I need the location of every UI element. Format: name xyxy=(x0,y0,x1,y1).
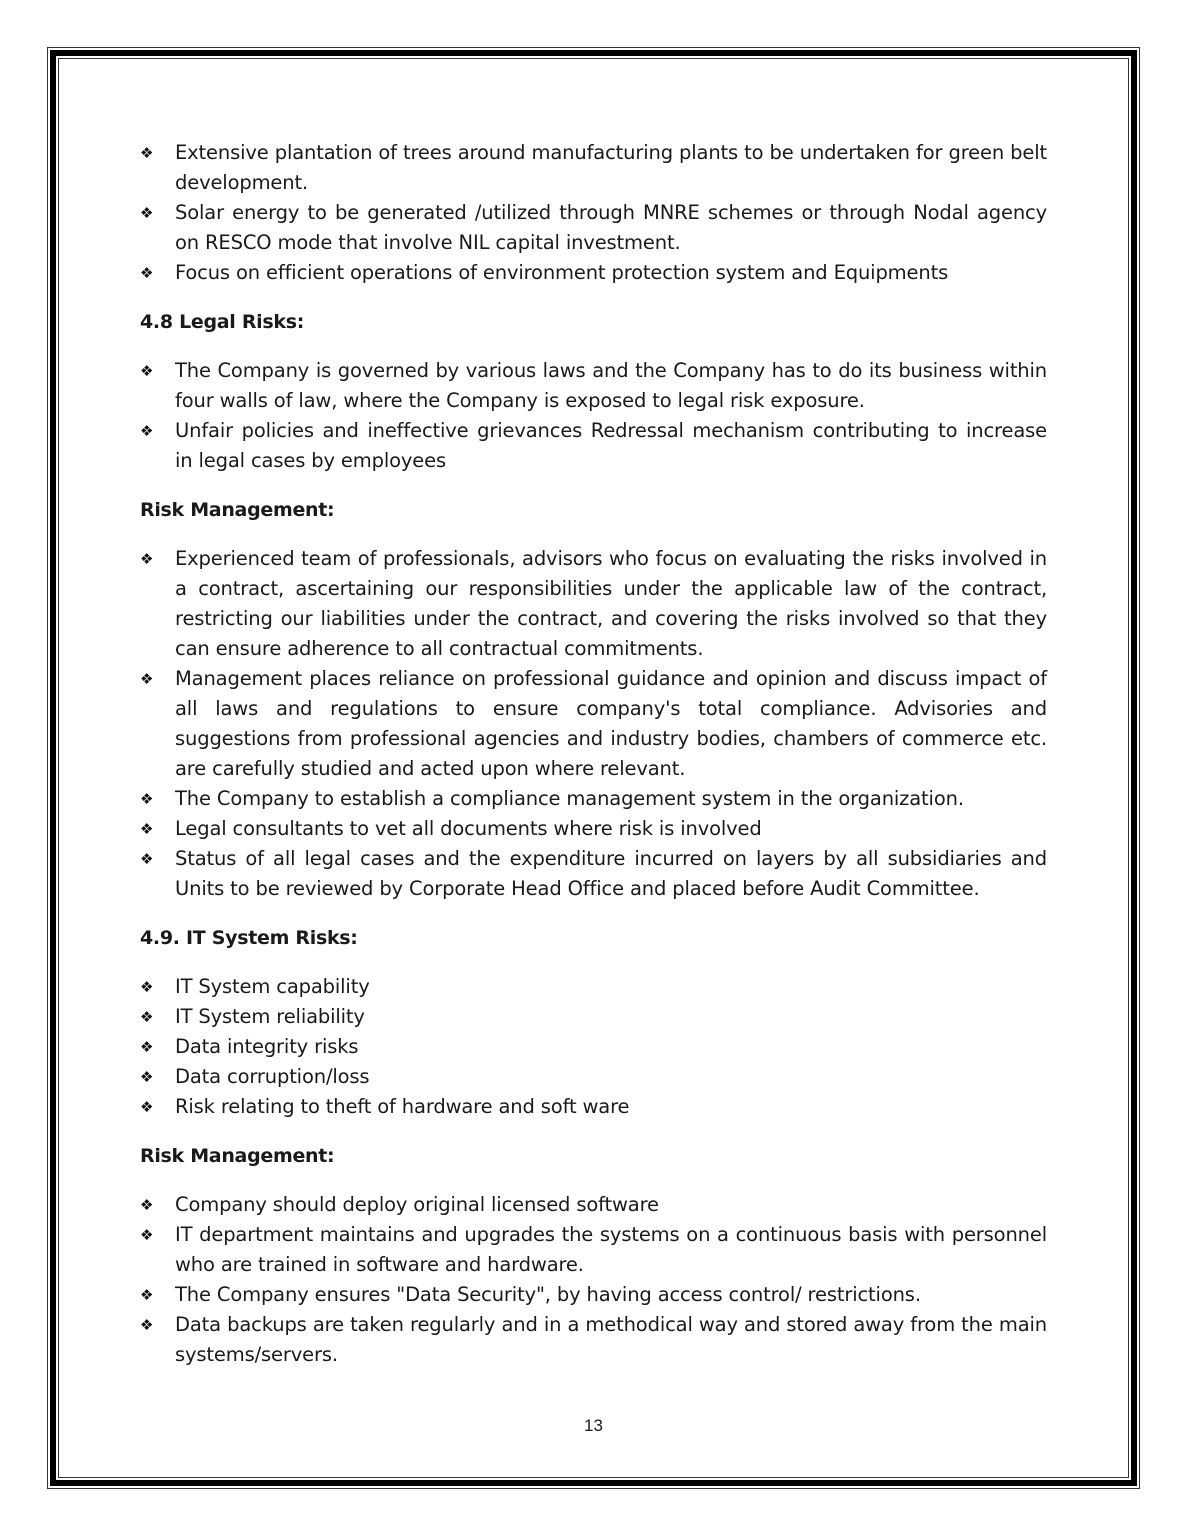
diamond-bullet-icon: ❖ xyxy=(140,1316,154,1334)
list-item xyxy=(140,416,1047,476)
list-item xyxy=(140,138,1047,198)
it-risks-section xyxy=(140,972,1047,1122)
it-rm-heading-wrap xyxy=(140,1141,1047,1171)
list-item-text: The Company ensures "Data Security", by having access control/ restrictions. xyxy=(175,1283,921,1306)
diamond-bullet-icon: ❖ xyxy=(140,362,154,380)
list-item-text: Extensive plantation of trees around manufacturing plants to be undertaken for green belt development. xyxy=(175,141,1047,194)
diamond-bullet-icon: ❖ xyxy=(140,1098,154,1116)
diamond-bullet-icon: ❖ xyxy=(140,820,154,838)
list-item xyxy=(140,1190,1047,1220)
diamond-bullet-icon: ❖ xyxy=(140,670,154,688)
list-item-text: Data backups are taken regularly and in a methodical way and stored away from the main systems/servers. xyxy=(175,1313,1047,1366)
list-item xyxy=(140,1032,1047,1062)
diamond-bullet-icon: ❖ xyxy=(140,550,154,568)
legal-risks-section xyxy=(140,356,1047,476)
diamond-bullet-icon: ❖ xyxy=(140,422,154,440)
list-item-text: Solar energy to be generated /utilized through MNRE schemes or through Nodal agency on RESCO mode that involve NIL capital investment. xyxy=(175,201,1047,254)
intro-bullet-list xyxy=(140,138,1047,288)
list-item xyxy=(140,844,1047,904)
list-item xyxy=(140,784,1047,814)
it-risks-heading-wrap xyxy=(140,923,1047,953)
diamond-bullet-icon: ❖ xyxy=(140,1038,154,1056)
list-item-text: Management places reliance on professional guidance and opinion and discuss impact of all laws and regulations to ensure company's total compliance. Advisories and suggestions from professional agencies and industry bodies, chambers of commerce etc. are carefully studied and acted upon where relevant. xyxy=(175,667,1047,780)
legal-rm-heading-wrap xyxy=(140,495,1047,525)
legal-risks-heading-wrap xyxy=(140,307,1047,337)
it-risk-management-section xyxy=(140,1190,1047,1370)
diamond-bullet-icon: ❖ xyxy=(140,1068,154,1086)
list-item-text: Experienced team of professionals, advisors who focus on evaluating the risks involved in a contract, ascertaining our responsibilities under the applicable law of the contract, restricting our liabilities under the contract, and covering the risks involved so that they can ensure adherence to all contractual commitments. xyxy=(175,547,1047,660)
list-item-text: Data corruption/loss xyxy=(175,1065,370,1088)
list-item xyxy=(140,356,1047,416)
list-item xyxy=(140,1220,1047,1280)
diamond-bullet-icon: ❖ xyxy=(140,978,154,996)
list-item xyxy=(140,1280,1047,1310)
list-item-text: The Company to establish a compliance management system in the organization. xyxy=(175,787,964,810)
diamond-bullet-icon: ❖ xyxy=(140,1286,154,1304)
legal-risk-management-list xyxy=(140,544,1047,904)
legal-risk-management-heading: Risk Management: xyxy=(140,499,335,521)
diamond-bullet-icon: ❖ xyxy=(140,144,154,162)
list-item-text: Company should deploy original licensed software xyxy=(175,1193,659,1216)
list-item xyxy=(140,258,1047,288)
list-item xyxy=(140,544,1047,664)
page-number: 13 xyxy=(584,1416,603,1435)
list-item-text: IT department maintains and upgrades the systems on a continuous basis with personnel who are trained in software and hardware. xyxy=(175,1223,1047,1276)
list-item xyxy=(140,814,1047,844)
diamond-bullet-icon: ❖ xyxy=(140,790,154,808)
diamond-bullet-icon: ❖ xyxy=(140,204,154,222)
it-risk-management-list xyxy=(140,1190,1047,1370)
it-risk-management-heading: Risk Management: xyxy=(140,1145,335,1167)
list-item xyxy=(140,1092,1047,1122)
list-item-text: Status of all legal cases and the expenditure incurred on layers by all subsidiaries and Units to be reviewed by Corporate Head Office and placed before Audit Committee. xyxy=(175,847,1047,900)
list-item-text: Unfair policies and ineffective grievances Redressal mechanism contributing to increase in legal cases by employees xyxy=(175,419,1047,472)
legal-risk-management-section xyxy=(140,544,1047,904)
list-item xyxy=(140,664,1047,784)
page-content xyxy=(140,138,1047,1370)
list-item-text: IT System capability xyxy=(175,975,370,998)
list-item xyxy=(140,1062,1047,1092)
it-risks-list xyxy=(140,972,1047,1122)
diamond-bullet-icon: ❖ xyxy=(140,850,154,868)
list-item-text: Risk relating to theft of hardware and soft ware xyxy=(175,1095,630,1118)
diamond-bullet-icon: ❖ xyxy=(140,1008,154,1026)
list-item-text: The Company is governed by various laws and the Company has to do its business within four walls of law, where the Company is exposed to legal risk exposure. xyxy=(175,359,1047,412)
legal-risks-heading: 4.8 Legal Risks: xyxy=(140,311,305,333)
diamond-bullet-icon: ❖ xyxy=(140,264,154,282)
list-item-text: Legal consultants to vet all documents where risk is involved xyxy=(175,817,762,840)
list-item-text: Focus on efficient operations of environment protection system and Equipments xyxy=(175,261,949,284)
list-item xyxy=(140,972,1047,1002)
legal-risks-list xyxy=(140,356,1047,476)
diamond-bullet-icon: ❖ xyxy=(140,1196,154,1214)
list-item-text: Data integrity risks xyxy=(175,1035,359,1058)
list-item-text: IT System reliability xyxy=(175,1005,365,1028)
intro-section xyxy=(140,138,1047,288)
it-risks-heading: 4.9. IT System Risks: xyxy=(140,927,358,949)
diamond-bullet-icon: ❖ xyxy=(140,1226,154,1244)
list-item xyxy=(140,1002,1047,1032)
list-item xyxy=(140,1310,1047,1370)
list-item xyxy=(140,198,1047,258)
